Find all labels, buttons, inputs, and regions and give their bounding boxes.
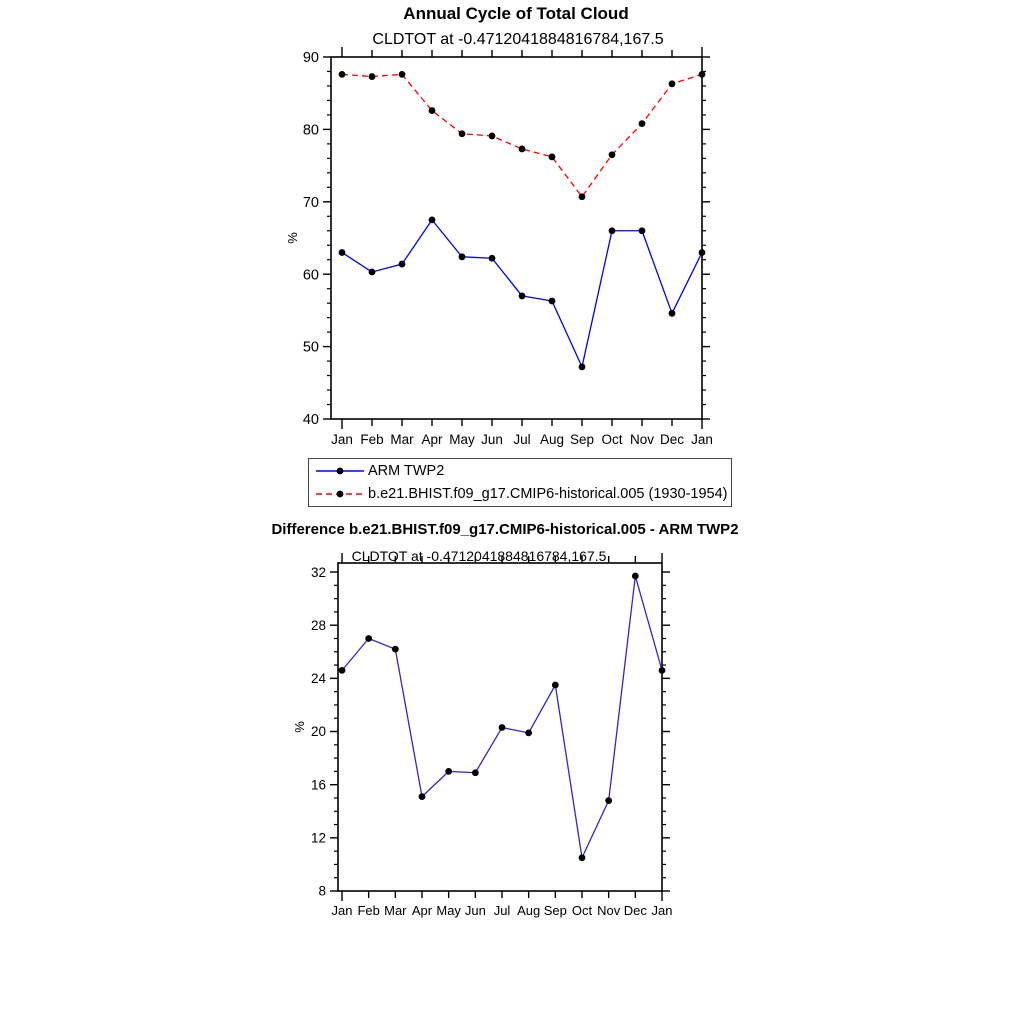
series-line [342, 576, 662, 858]
x-tick-label: Jun [481, 432, 503, 447]
data-point-marker [419, 793, 426, 800]
x-tick-label: Apr [421, 432, 443, 447]
x-tick-label: Mar [384, 903, 407, 918]
y-tick-label: 40 [302, 412, 319, 429]
x-tick-label: Oct [601, 432, 623, 447]
x-tick-label: Nov [629, 432, 655, 447]
y-tick-label: 90 [302, 50, 319, 67]
y-axis-title: % [292, 721, 307, 733]
top-chart-subtitle: CLDTOT at -0.4712041884816784,167.5 [372, 31, 664, 48]
x-tick-label: Apr [411, 903, 433, 918]
y-tick-label: 28 [310, 617, 326, 633]
data-point-marker [365, 635, 372, 642]
x-tick-label: Sep [569, 432, 595, 447]
x-tick-label: Jun [464, 903, 486, 918]
data-point-marker [632, 573, 639, 580]
x-tick-label: Dec [659, 432, 685, 447]
data-point-marker [552, 682, 559, 689]
legend-label: b.e21.BHIST.f09_g17.CMIP6-historical.005 (1930-1954) [368, 486, 728, 503]
x-tick-label: Jan [651, 903, 673, 918]
data-point-marker [392, 646, 399, 653]
data-point-marker [445, 768, 452, 775]
y-tick-label: 12 [310, 830, 326, 846]
x-tick-label: Aug [517, 903, 541, 918]
data-point-marker [499, 724, 506, 731]
data-point-marker [339, 667, 346, 674]
y-axis-title: % [285, 232, 300, 244]
x-tick-label: Feb [357, 903, 380, 918]
y-tick-label: 80 [302, 122, 319, 139]
diff-chart-subtitle: CLDTOT at -0.4712041884816784,167.5 [351, 548, 607, 564]
x-tick-label: Jul [513, 432, 531, 447]
x-tick-label: Aug [539, 432, 565, 447]
x-tick-label: Jan [331, 432, 353, 447]
data-point-marker [605, 797, 612, 804]
y-tick-label: 8 [318, 883, 326, 899]
legend-label: ARM TWP2 [368, 462, 445, 479]
x-tick-label: Jul [493, 903, 511, 918]
diff-chart-title: Difference b.e21.BHIST.f09_g17.CMIP6-historical.005 - ARM TWP2 [271, 521, 739, 538]
y-tick-label: 32 [310, 564, 326, 580]
data-point-marker [525, 729, 532, 736]
x-tick-label: May [436, 903, 461, 918]
data-point-marker [579, 854, 586, 861]
y-tick-label: 24 [310, 671, 326, 687]
y-tick-label: 60 [302, 267, 319, 284]
x-tick-label: May [449, 432, 475, 447]
y-tick-label: 20 [310, 724, 326, 740]
x-tick-label: Nov [597, 903, 621, 918]
x-tick-label: Mar [390, 432, 414, 447]
y-tick-label: 70 [302, 194, 319, 211]
x-tick-label: Sep [543, 903, 567, 918]
y-tick-label: 50 [302, 339, 319, 356]
x-tick-label: Jan [691, 432, 713, 447]
top-chart-title: Annual Cycle of Total Cloud [403, 4, 629, 23]
data-point-marker [659, 667, 666, 674]
x-tick-label: Oct [571, 903, 593, 918]
y-tick-label: 16 [310, 777, 326, 793]
x-tick-label: Jan [331, 903, 353, 918]
data-point-marker [472, 769, 479, 776]
x-tick-label: Feb [360, 432, 384, 447]
x-tick-label: Dec [623, 903, 647, 918]
